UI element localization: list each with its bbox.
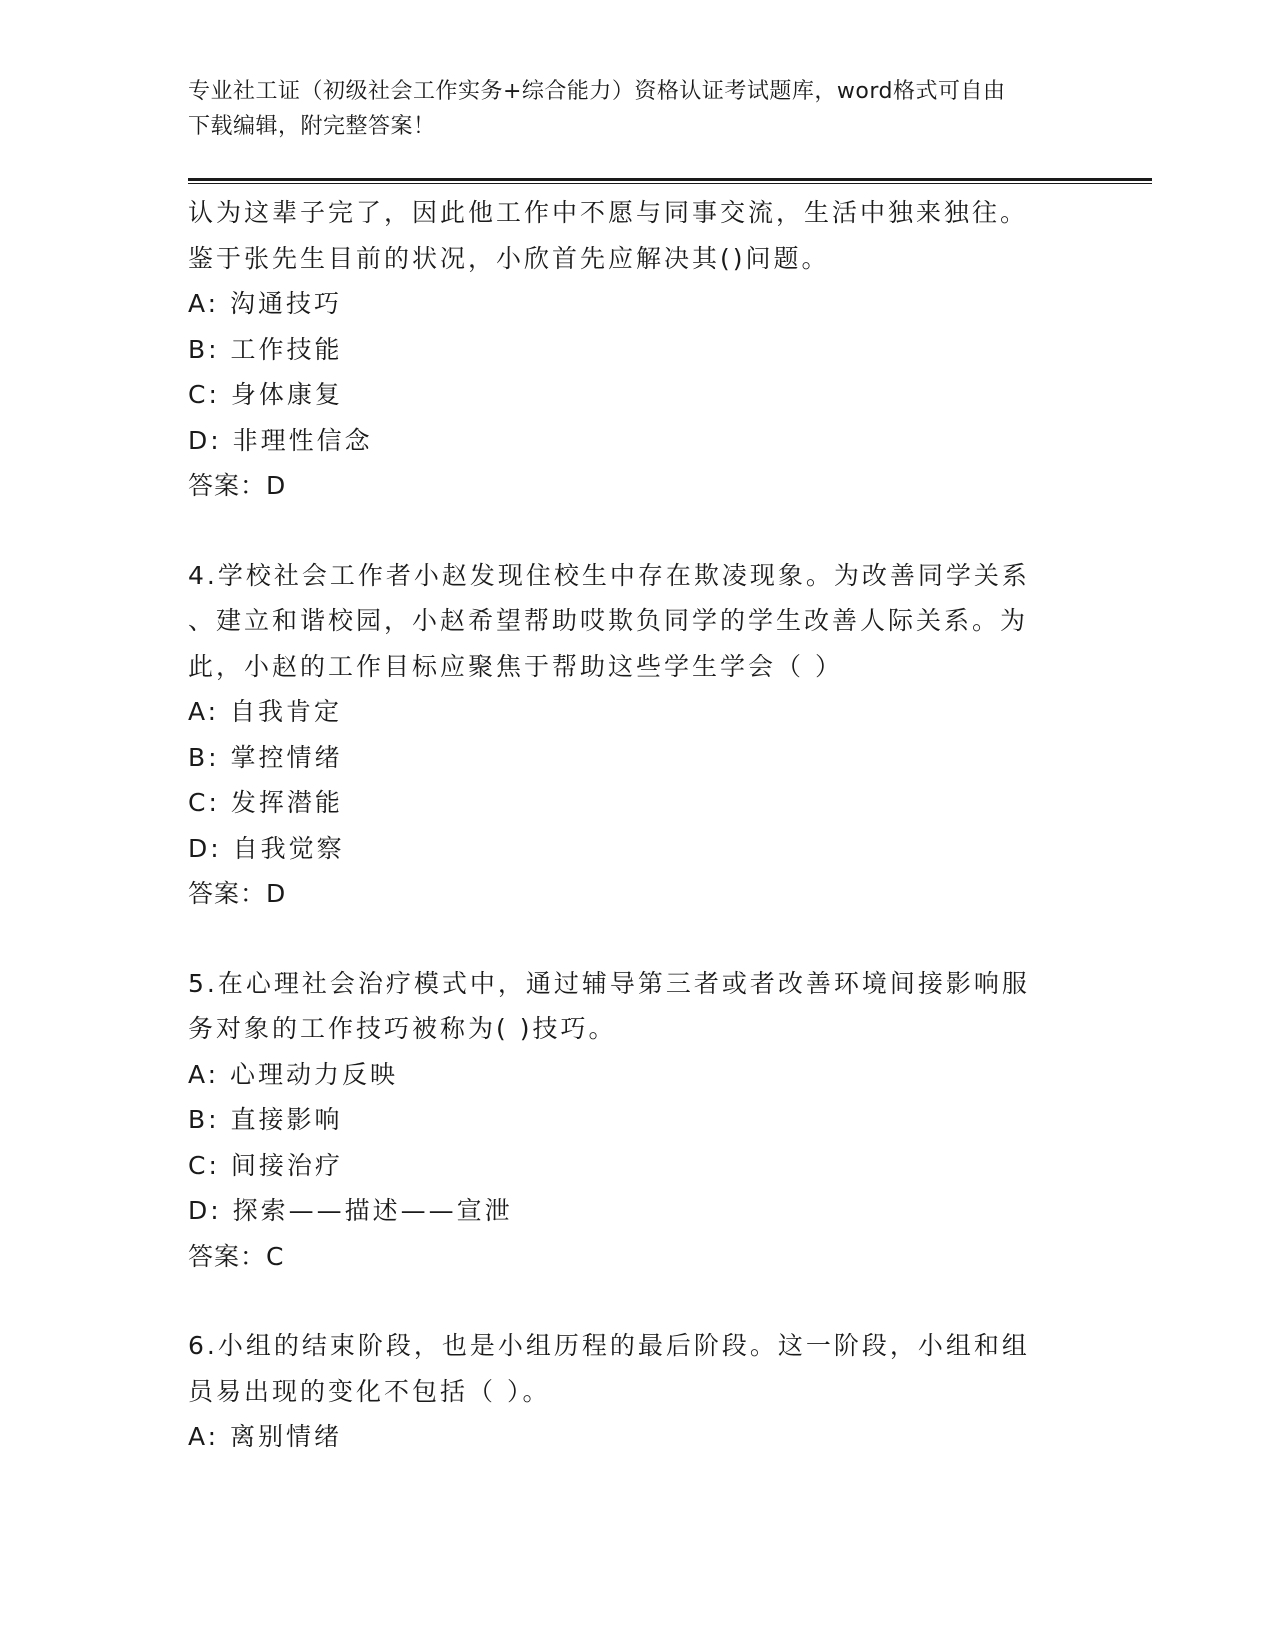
option-c: C: 间接治疗 <box>188 1150 343 1180</box>
option-a: A: 心理动力反映 <box>188 1059 399 1089</box>
option-b: B: 掌控情绪 <box>188 742 343 772</box>
question-6 <box>188 1323 1088 1460</box>
answer-label: 答案：C <box>188 1241 285 1271</box>
option-d: D: 自我觉察 <box>188 833 345 863</box>
header-divider-thin <box>188 183 1152 184</box>
spacer <box>188 917 1088 961</box>
question-text-line: 、建立和谐校园，小赵希望帮助哎欺负同学的学生改善人际关系。为 <box>188 606 1029 635</box>
document-header <box>188 74 1088 144</box>
option-d: D: 探索——描述——宣泄 <box>188 1196 513 1225</box>
question-5 <box>188 961 1088 1280</box>
question-text-line: 务对象的工作技巧被称为( )技巧。 <box>188 1014 617 1043</box>
question-3-continued <box>188 190 1088 509</box>
question-text-line: 此，小赵的工作目标应聚焦于帮助这些学生学会（ ） <box>188 651 843 681</box>
option-c: C: 身体康复 <box>188 380 343 409</box>
header-title-line-1: 专业社工证（初级社会工作实务+综合能力）资格认证考试题库，word格式可自由 <box>188 79 1006 104</box>
spacer <box>188 509 1088 553</box>
option-a: A: 离别情绪 <box>188 1422 343 1451</box>
option-a: A: 沟通技巧 <box>188 289 343 318</box>
question-text-line: 5.在心理社会治疗模式中，通过辅导第三者或者改善环境间接影响服 <box>188 968 1030 998</box>
question-text-line: 6.小组的结束阶段，也是小组历程的最后阶段。这一阶段，小组和组 <box>188 1331 1030 1360</box>
question-text-line: 4.学校社会工作者小赵发现住校生中存在欺凌现象。为改善同学关系 <box>188 560 1030 590</box>
answer-label: 答案：D <box>188 471 287 500</box>
option-c: C: 发挥潜能 <box>188 788 343 817</box>
answer-label: 答案：D <box>188 879 287 908</box>
question-4 <box>188 553 1088 917</box>
question-text-line: 认为这辈子完了，因此他工作中不愿与同事交流，生活中独来独往。 <box>188 198 1029 227</box>
header-divider-thick <box>188 178 1152 181</box>
spacer <box>188 1279 1088 1323</box>
option-d: D: 非理性信念 <box>188 425 373 455</box>
option-a: A: 自我肯定 <box>188 697 343 726</box>
option-b: B: 直接影响 <box>188 1105 343 1134</box>
question-text-line: 员易出现的变化不包括（ ）。 <box>188 1376 551 1406</box>
question-text-line: 鉴于张先生目前的状况，小欣首先应解决其()问题。 <box>188 243 830 273</box>
question-content <box>188 190 1088 1460</box>
option-b: B: 工作技能 <box>188 334 343 364</box>
header-title-line-2: 下载编辑，附完整答案！ <box>188 114 436 139</box>
